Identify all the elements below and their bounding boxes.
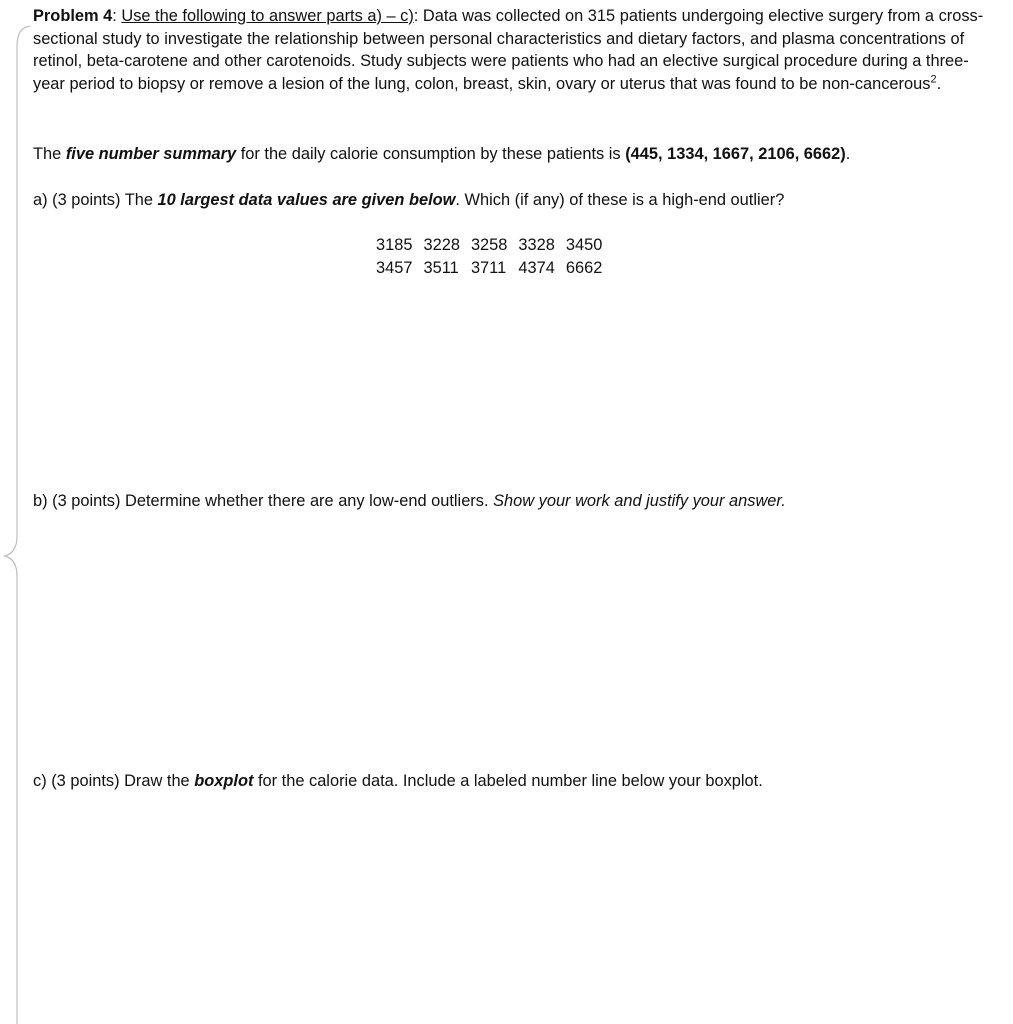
data-value: 3450 xyxy=(565,236,603,254)
part-b-question xyxy=(33,490,993,513)
part-c-label: c) (3 points) Draw the xyxy=(33,772,195,790)
intro-end: . xyxy=(936,74,942,93)
data-value: 4374 xyxy=(518,259,555,277)
problem-intro xyxy=(33,5,993,95)
problem-colon: : xyxy=(112,7,122,25)
data-value: 3711 xyxy=(470,259,507,277)
data-value: 3228 xyxy=(423,236,460,254)
largest-values-table xyxy=(376,234,602,280)
part-a-text: . Which (if any) of these is a high-end outlier? xyxy=(455,191,785,209)
summary-term: five number summary xyxy=(65,145,237,163)
footnote-ref: 2 xyxy=(930,73,937,86)
part-c-text: for the calorie data. Include a labeled number line below your boxplot. xyxy=(253,772,763,790)
problem-intro-text: : Data was collected on 315 patients undergoing elective surgery from a cross-sectional study to investigate the relationship between personal characteristics and dietary factors, and plasma concentrations of retinol, beta-carotene and other carotenoids. Study subjects were patients who had an elective surgical procedure during a three-year period to biopsy or remove a lesion of the lung, colon, breast, skin, ovary or uterus that was found to be non-cancerous xyxy=(33,7,984,93)
part-c-question xyxy=(33,770,993,793)
five-number-summary xyxy=(33,143,993,166)
part-b-instruction: Show your work and justify your answer. xyxy=(493,492,786,510)
part-a-emphasis: 10 largest data values are given below xyxy=(157,191,456,209)
table-row xyxy=(376,257,602,280)
problem-instruction: Use the following to answer parts a) – c) xyxy=(121,7,414,25)
part-b-label: b) (3 points) Determine whether there are any low-end outliers. xyxy=(33,492,494,510)
data-value: 3328 xyxy=(518,236,555,254)
table-row xyxy=(376,234,602,257)
margin-brace xyxy=(0,0,34,1024)
data-value: 6662 xyxy=(565,259,603,277)
summary-end: . xyxy=(845,145,851,163)
part-a-label: a) (3 points) The xyxy=(33,191,158,209)
data-value: 3185 xyxy=(376,236,413,254)
summary-middle: for the daily calorie consumption by these patients is xyxy=(236,145,626,163)
part-c-emphasis: boxplot xyxy=(194,772,254,790)
problem-label: Problem 4 xyxy=(33,7,113,25)
summary-values: (445, 1334, 1667, 2106, 6662) xyxy=(625,145,846,163)
data-value: 3511 xyxy=(423,259,459,277)
data-value: 3258 xyxy=(470,236,508,254)
part-a-question xyxy=(33,189,993,212)
data-value: 3457 xyxy=(376,259,413,277)
summary-lead: The xyxy=(33,145,66,163)
